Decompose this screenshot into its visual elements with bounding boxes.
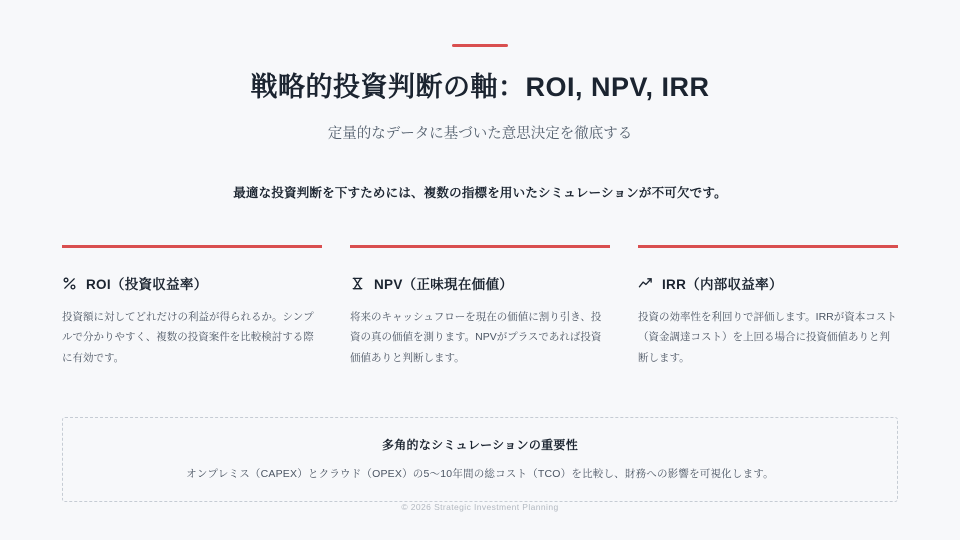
card-body: 将来のキャッシュフローを現在の価値に割り引き、投資の真の価値を測ります。NPVがプラスであれば投資価値ありと判断します。 [350, 311, 602, 364]
trending-up-icon [638, 276, 653, 291]
callout-text: オンプレミス（CAPEX）とクラウド（OPEX）の5〜10年間の総コスト（TCO）を比較し、財務への影響を可視化します。 [186, 467, 774, 480]
card-header [638, 273, 898, 293]
metric-card-roi [62, 245, 322, 379]
card-body: 投資の効率性を利回りで評価します。IRRが資本コスト（資金調達コスト）を上回る場合に投資価値ありと判断します。 [638, 311, 897, 364]
metric-card-npv [350, 245, 610, 379]
card-title: ROI（投資収益率） [86, 277, 208, 292]
lead-statement: 最適な投資判断を下すためには、複数の指標を用いたシミュレーションが不可欠です。 [233, 186, 727, 200]
metric-cards [62, 245, 898, 379]
card-body: 投資額に対してどれだけの利益が得られるか。シンプルで分かりやすく、複数の投資案件を比較検討する際に有効です。 [62, 311, 314, 364]
callout-title: 多角的なシミュレーションの重要性 [381, 437, 579, 452]
percent-icon [62, 276, 77, 291]
metric-card-irr [638, 245, 898, 379]
card-title: NPV（正味現在価値） [374, 277, 514, 292]
card-accent-rule [638, 245, 898, 248]
callout-box [62, 417, 898, 502]
card-title: IRR（内部収益率） [662, 277, 783, 292]
card-header [350, 273, 610, 293]
page-subtitle: 定量的なデータに基づいた意思決定を徹底する [327, 126, 633, 142]
title-accent-rule [452, 44, 508, 47]
card-header [62, 273, 322, 293]
page-title: 戦略的投資判断の軸：ROI, NPV, IRR [250, 72, 710, 102]
card-accent-rule [350, 245, 610, 248]
hourglass-icon [350, 276, 365, 291]
footer-copyright: © 2026 Strategic Investment Planning [401, 502, 559, 512]
card-accent-rule [62, 245, 322, 248]
